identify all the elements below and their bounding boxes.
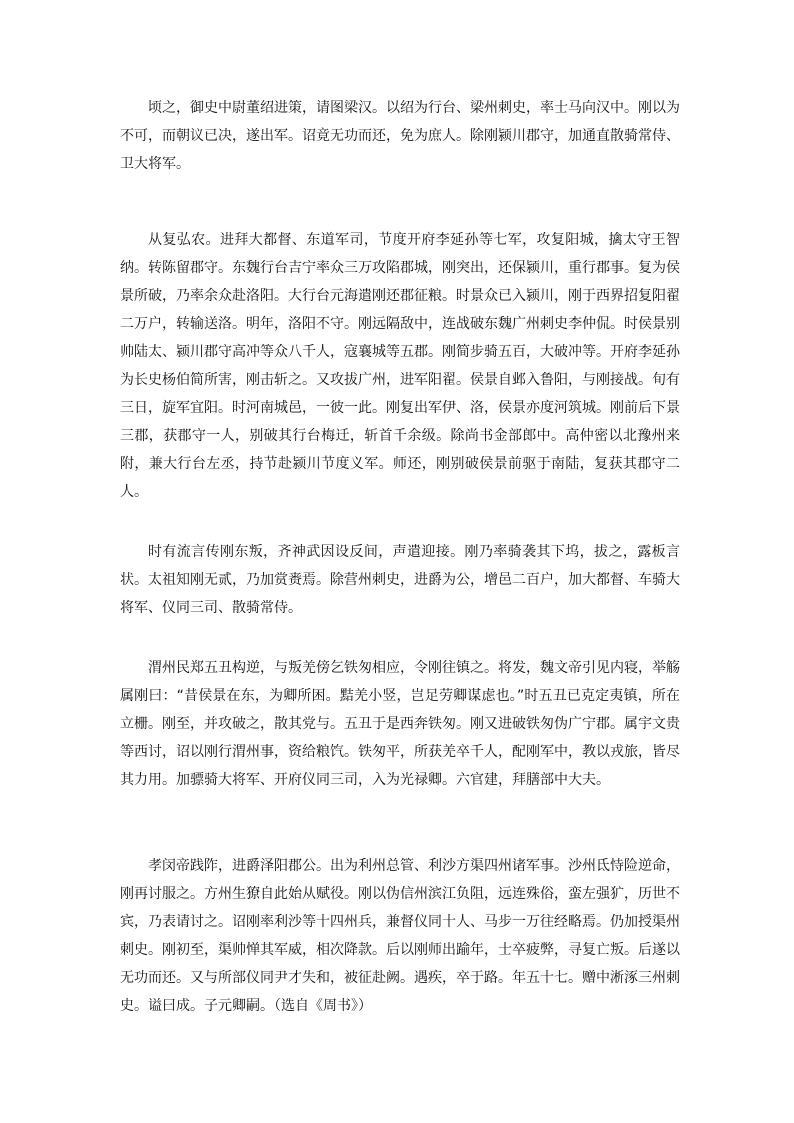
paragraph-1: 顷之，御史中尉董绍进策，请图梁汉。以绍为行台、梁州刺史，率士马向汉中。刚以为不可，而朝议已决，遂出军。诏竟无功而还，免为庶人。除刚颍川郡守，加通直散骑常侍、卫大将军。 [120, 100, 680, 172]
paragraph-4: 渭州民郑五丑构逆，与叛羌傍乞铁匆相应，令刚往镇之。将发，魏文帝引见内寝，举觞属刚曰：“昔侯景在东，为卿所困。黠羌小竖，岂足劳卿谋虑也。”时五丑已克定夷镇，所在立栅。刚至，并攻破之，散其党与。五丑于是西奔铁匆。刚又进破铁匆伪广宁郡。属宇文贵等西讨，诏以刚行渭州事，资给粮饩。铁匆平，所获羌卒千人，配刚军中，教以戎旅，皆尽其力用。加骠骑大将军、开府仪同三司，入为光禄卿。六官建，拜膳部中大夫。 [120, 660, 680, 788]
paragraph-3: 时有流言传刚东叛，齐神武因设反间，声遣迎接。刚乃率骑袭其下坞，拔之，露板言状。太祖知刚无贰，乃加赏赉焉。除营州刺史，进爵为公，增邑二百户，加大都督、车骑大将军、仪同三司、散骑常侍。 [120, 544, 680, 616]
paragraph-5: 孝闵帝践阼，进爵泽阳郡公。出为利州总管、利沙方渠四州诸军事。沙州氐恃险逆命，刚再讨服之。方州生獠自此始从赋役。刚以伪信州滨江负阻，远连殊俗，蛮左强犷，历世不宾，乃表请讨之。诏刚率利沙等十四州兵，兼督仪同十人、马步一万往经略焉。仍加授渠州刺史。刚初至，渠帅惮其军威，相次降款。后以刚师出踰年，士卒疲弊，寻复亡叛。后遂以无功而还。又与所部仪同尹才失和，被征赴阙。遇疾，卒于路。年五十七。赠中淅涿三州刺史。谥曰成。子元卿嗣。（选自《周书》） [120, 858, 680, 1014]
paragraph-2: 从复弘农。进拜大都督、东道军司，节度开府李延孙等七军，攻复阳城，擒太守王智纳。转陈留郡守。东魏行台吉宁率众三万攻陷郡城，刚突出，还保颍川，重行郡事。复为侯景所破，乃率余众赴洛阳。大行台元海遣刚还郡征粮。时景众已入颍川，刚于西界招复阳翟二万户，转输送洛。明年，洛阳不守。刚远隔敌中，连战破东魏广州刺史李仲侃。时侯景别帅陆太、颍川郡守高冲等众八千人，寇襄城等五郡。刚简步骑五百，大破冲等。开府李延孙为长史杨伯简所害，刚击斩之。又攻拔广州，进军阳翟。侯景自邺入鲁阳，与刚接战。旬有三日，旋军宜阳。时河南城邑，一彼一此。刚复出军伊、洛，侯景亦度河筑城。刚前后下景三郡，获郡守一人，别破其行台梅迁，斩首千余级。除尚书金部郎中。高仲密以北豫州来附，兼大行台左丞，持节赴颍川节度义军。师还，刚别破侯景前驱于南陆，复获其郡守二人。 [120, 232, 680, 500]
